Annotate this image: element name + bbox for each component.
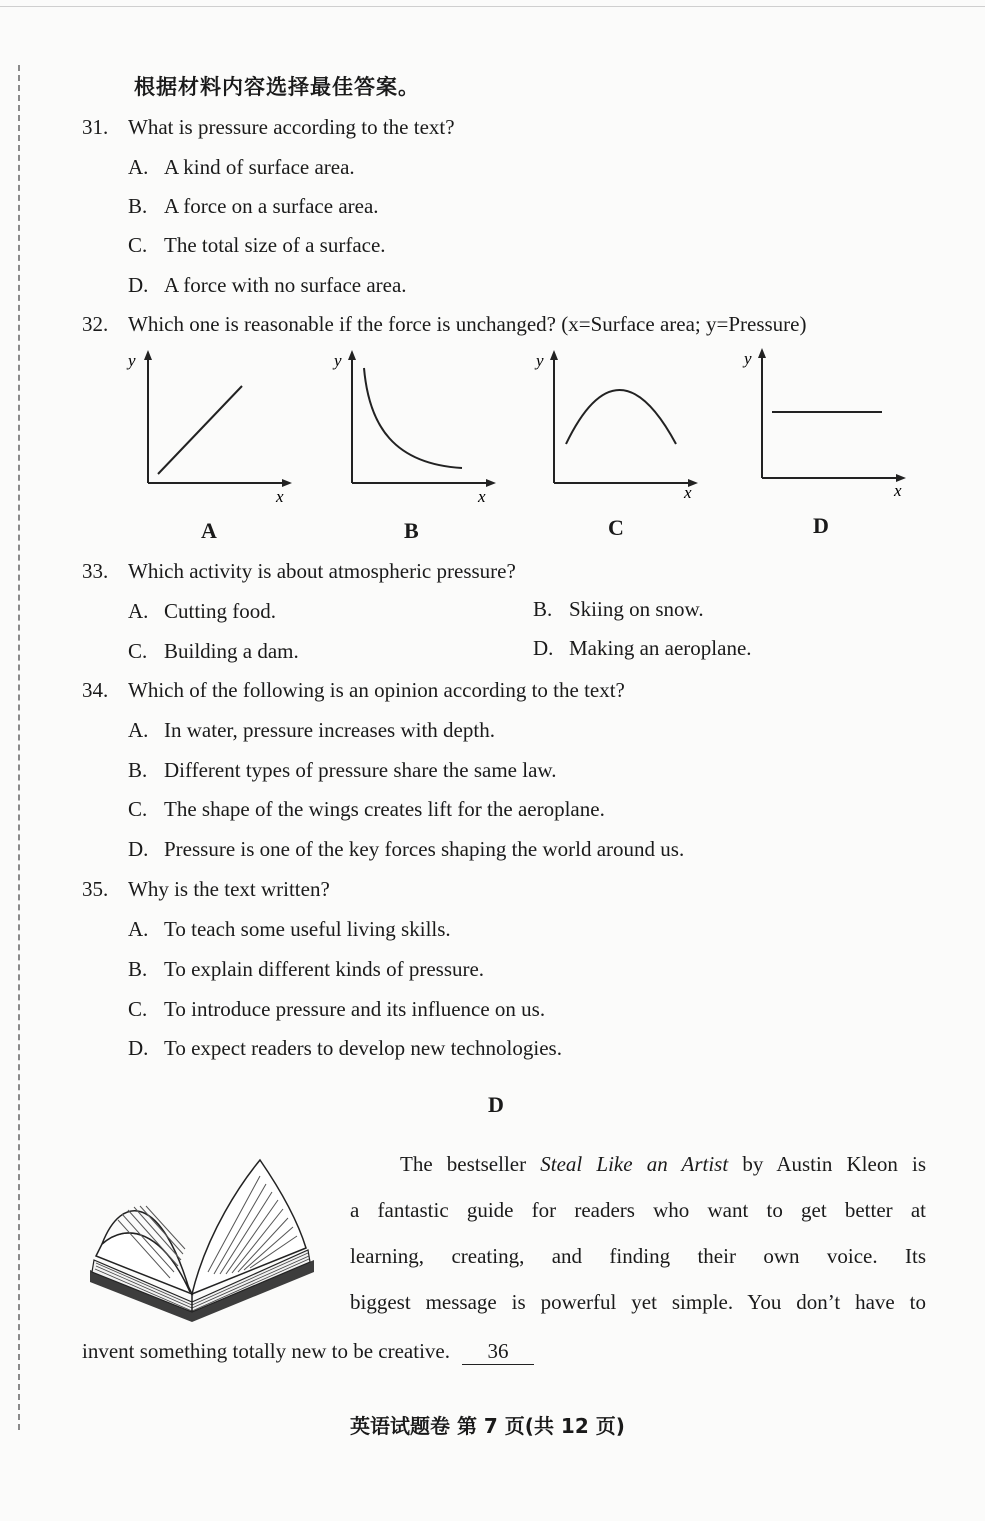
page-footer: 英语试题卷 第 7 页(共 12 页)	[350, 1414, 625, 1438]
option-text: A force on a surface area.	[164, 194, 379, 218]
y-axis-label: y	[334, 351, 342, 370]
option-letter: A.	[128, 917, 149, 941]
answer-blank-36[interactable]: 36	[462, 1338, 534, 1365]
option-35-b	[128, 956, 484, 982]
question-number: 31.	[82, 115, 109, 139]
paragraph-line-3: learning, creating, and finding their own voice. Its	[350, 1244, 926, 1268]
option-letter: C.	[128, 997, 148, 1021]
y-arrow	[550, 350, 558, 360]
graph-d-label[interactable]: D	[813, 513, 829, 538]
option-letter: D.	[533, 636, 554, 660]
option-letter: C.	[128, 797, 148, 821]
x-axis-label: x	[684, 483, 692, 502]
graph-c	[526, 346, 706, 506]
paragraph-last-line	[82, 1338, 534, 1365]
option-letter: B.	[128, 758, 148, 782]
graph-d	[734, 344, 914, 504]
section-heading: D	[488, 1092, 504, 1117]
section-d-paragraph	[350, 1141, 926, 1325]
option-letter: C.	[128, 233, 148, 257]
option-33-b	[533, 596, 704, 622]
y-axis-label: y	[744, 349, 752, 368]
question-32	[82, 311, 806, 337]
x-arrow	[282, 479, 292, 487]
curve-decreasing	[364, 368, 462, 468]
option-31-a	[128, 154, 355, 180]
option-text: Making an aeroplane.	[569, 636, 752, 660]
option-letter: A.	[128, 155, 149, 179]
curve-arch	[566, 390, 676, 444]
graph-b-label[interactable]: B	[404, 518, 419, 543]
option-31-b	[128, 193, 379, 219]
binding-margin-rule	[18, 65, 20, 1430]
option-text: To explain different kinds of pressure.	[164, 957, 485, 981]
text-before-title: The bestseller	[400, 1152, 541, 1176]
option-text: Building a dam.	[164, 639, 299, 663]
y-arrow	[348, 350, 356, 360]
option-31-c	[128, 232, 386, 258]
option-letter: B.	[533, 597, 553, 621]
question-stem: Which one is reasonable if the force is unchanged? (x=Surface area; y=Pressure)	[128, 312, 807, 336]
y-arrow	[144, 350, 152, 360]
paragraph-line-4: biggest message is powerful yet simple. You don’t have to	[350, 1290, 926, 1314]
x-axis-label: x	[478, 487, 486, 506]
book-title: Steal Like an Artist	[540, 1152, 729, 1176]
option-text: To expect readers to develop new technologies.	[164, 1036, 562, 1060]
option-letter: D.	[128, 273, 149, 297]
option-text: The shape of the wings creates lift for the aeroplane.	[164, 797, 605, 821]
option-34-c	[128, 796, 605, 822]
option-35-c	[128, 996, 545, 1022]
option-34-d	[128, 836, 684, 862]
question-34	[82, 677, 625, 703]
graph-a-label[interactable]: A	[201, 518, 217, 543]
instruction: 根据材料内容选择最佳答案。	[134, 75, 420, 99]
option-text: Cutting food.	[164, 599, 277, 623]
option-text: Pressure is one of the key forces shaping the world around us.	[164, 837, 685, 861]
option-text: In water, pressure increases with depth.	[164, 718, 495, 742]
option-text: A kind of surface area.	[164, 155, 355, 179]
option-text: Skiing on snow.	[569, 597, 704, 621]
graph-b	[324, 346, 504, 506]
y-axis-label: y	[536, 351, 544, 370]
option-text: A force with no surface area.	[164, 273, 407, 297]
paragraph-line-1	[350, 1141, 926, 1187]
paragraph-line-2: a fantastic guide for readers who want to get better at	[350, 1198, 926, 1222]
y-axis-label: y	[128, 351, 136, 370]
question-stem: Which of the following is an opinion according to the text?	[128, 678, 625, 702]
graph-a	[120, 346, 300, 506]
x-arrow	[486, 479, 496, 487]
graph-c-label[interactable]: C	[608, 515, 624, 540]
option-text: To teach some useful living skills.	[164, 917, 451, 941]
text-after-title: by Austin Kleon is	[728, 1152, 926, 1176]
option-letter: A.	[128, 718, 149, 742]
option-text: Different types of pressure share the same law.	[164, 758, 557, 782]
option-letter: C.	[128, 639, 148, 663]
option-letter: A.	[128, 599, 149, 623]
option-35-d	[128, 1035, 562, 1061]
last-line-text: invent something totally new to be creative.	[82, 1339, 450, 1363]
option-33-d	[533, 635, 752, 661]
question-number: 33.	[82, 559, 109, 583]
option-letter: B.	[128, 194, 148, 218]
x-axis-label: x	[894, 481, 902, 500]
option-33-c	[128, 638, 299, 664]
option-text: The total size of a surface.	[164, 233, 386, 257]
y-arrow	[758, 348, 766, 358]
question-33	[82, 558, 516, 584]
open-book-illustration	[82, 1152, 327, 1327]
option-letter: D.	[128, 1036, 149, 1060]
question-number: 35.	[82, 877, 109, 901]
top-border	[0, 6, 985, 7]
option-34-a	[128, 717, 495, 743]
question-stem: What is pressure according to the text?	[128, 115, 455, 139]
question-31	[82, 114, 455, 140]
option-letter: D.	[128, 837, 149, 861]
option-35-a	[128, 916, 451, 942]
question-35	[82, 876, 330, 902]
option-33-a	[128, 598, 276, 624]
option-letter: B.	[128, 957, 148, 981]
question-stem: Why is the text written?	[128, 877, 330, 901]
question-stem: Which activity is about atmospheric pressure?	[128, 559, 516, 583]
x-axis-label: x	[276, 487, 284, 506]
curve-increasing	[158, 386, 242, 474]
question-number: 34.	[82, 678, 109, 702]
option-text: To introduce pressure and its influence on us.	[164, 997, 546, 1021]
question-number: 32.	[82, 312, 109, 336]
option-31-d	[128, 272, 407, 298]
option-34-b	[128, 757, 556, 783]
